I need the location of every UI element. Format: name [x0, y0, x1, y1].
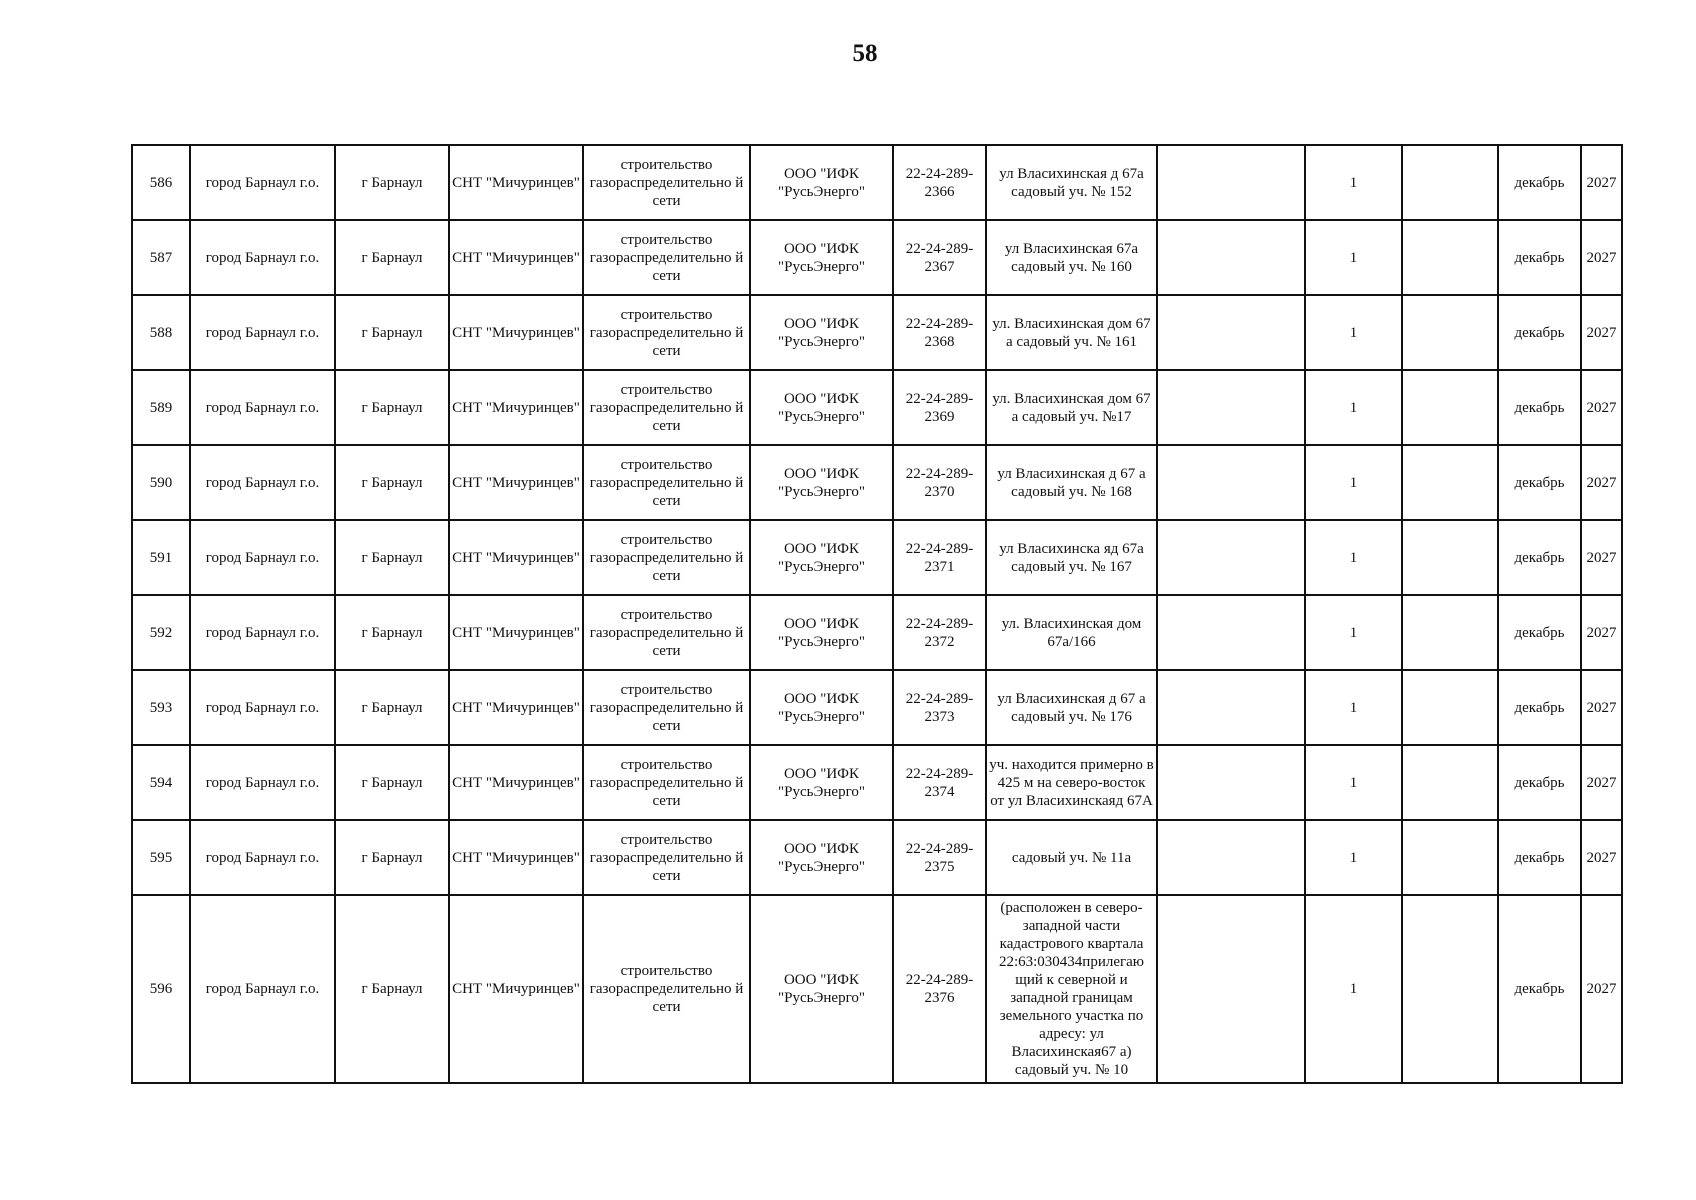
extra-cell: [1157, 445, 1305, 520]
month-cell: декабрь: [1498, 595, 1581, 670]
month-cell: декабрь: [1498, 670, 1581, 745]
municipality-cell: город Барнаул г.о.: [190, 445, 335, 520]
object-cell: СНТ "Мичуринцев": [449, 895, 583, 1083]
code-cell: 22-24-289-2367: [893, 220, 986, 295]
extra-cell: [1157, 370, 1305, 445]
row-number-cell: 586: [132, 145, 190, 220]
table-row: [132, 820, 1622, 895]
contractor-cell: ООО "ИФК "РусьЭнерго": [750, 295, 893, 370]
contractor-cell: ООО "ИФК "РусьЭнерго": [750, 895, 893, 1083]
row-number-cell: 592: [132, 595, 190, 670]
locality-cell: г Барнаул: [335, 445, 449, 520]
address-cell: садовый уч. № 11а: [986, 820, 1157, 895]
locality-cell: г Барнаул: [335, 895, 449, 1083]
blank-cell: [1402, 670, 1498, 745]
page-number: 58: [852, 40, 878, 67]
municipality-cell: город Барнаул г.о.: [190, 895, 335, 1083]
municipality-cell: город Барнаул г.о.: [190, 820, 335, 895]
address-cell: ул Власихинская д 67а садовый уч. № 152: [986, 145, 1157, 220]
extra-cell: [1157, 820, 1305, 895]
year-cell: 2027: [1581, 370, 1622, 445]
extra-cell: [1157, 220, 1305, 295]
object-cell: СНТ "Мичуринцев": [449, 745, 583, 820]
address-cell: ул Власихинска яд 67а садовый уч. № 167: [986, 520, 1157, 595]
blank-cell: [1402, 820, 1498, 895]
locality-cell: г Барнаул: [335, 295, 449, 370]
month-cell: декабрь: [1498, 895, 1581, 1083]
object-cell: СНТ "Мичуринцев": [449, 295, 583, 370]
table-row: [132, 370, 1622, 445]
code-cell: 22-24-289-2370: [893, 445, 986, 520]
year-cell: 2027: [1581, 670, 1622, 745]
object-cell: СНТ "Мичуринцев": [449, 670, 583, 745]
registry-rows: [132, 145, 1622, 1083]
locality-cell: г Барнаул: [335, 745, 449, 820]
year-cell: 2027: [1581, 145, 1622, 220]
quantity-cell: 1: [1305, 295, 1402, 370]
municipality-cell: город Барнаул г.о.: [190, 745, 335, 820]
row-number-cell: 589: [132, 370, 190, 445]
blank-cell: [1402, 445, 1498, 520]
code-cell: 22-24-289-2376: [893, 895, 986, 1083]
code-cell: 22-24-289-2372: [893, 595, 986, 670]
table-row: [132, 670, 1622, 745]
work-type-cell: строительство газораспределительно й сети: [583, 445, 750, 520]
month-cell: декабрь: [1498, 820, 1581, 895]
address-cell: ул Власихинская д 67 а садовый уч. № 176: [986, 670, 1157, 745]
year-cell: 2027: [1581, 220, 1622, 295]
object-cell: СНТ "Мичуринцев": [449, 520, 583, 595]
work-type-cell: строительство газораспределительно й сети: [583, 145, 750, 220]
municipality-cell: город Барнаул г.о.: [190, 520, 335, 595]
year-cell: 2027: [1581, 745, 1622, 820]
locality-cell: г Барнаул: [335, 670, 449, 745]
blank-cell: [1402, 370, 1498, 445]
extra-cell: [1157, 520, 1305, 595]
month-cell: декабрь: [1498, 745, 1581, 820]
blank-cell: [1402, 745, 1498, 820]
locality-cell: г Барнаул: [335, 370, 449, 445]
contractor-cell: ООО "ИФК "РусьЭнерго": [750, 595, 893, 670]
row-number-cell: 593: [132, 670, 190, 745]
municipality-cell: город Барнаул г.о.: [190, 595, 335, 670]
work-type-cell: строительство газораспределительно й сети: [583, 745, 750, 820]
quantity-cell: 1: [1305, 670, 1402, 745]
municipality-cell: город Барнаул г.о.: [190, 295, 335, 370]
object-cell: СНТ "Мичуринцев": [449, 445, 583, 520]
year-cell: 2027: [1581, 520, 1622, 595]
object-cell: СНТ "Мичуринцев": [449, 220, 583, 295]
extra-cell: [1157, 145, 1305, 220]
address-cell: ул Власихинская 67а садовый уч. № 160: [986, 220, 1157, 295]
address-cell: ул. Власихинская дом 67 а садовый уч. № 161: [986, 295, 1157, 370]
blank-cell: [1402, 520, 1498, 595]
municipality-cell: город Барнаул г.о.: [190, 370, 335, 445]
blank-cell: [1402, 595, 1498, 670]
extra-cell: [1157, 295, 1305, 370]
registry-table: [131, 144, 1623, 1084]
quantity-cell: 1: [1305, 745, 1402, 820]
table-row: [132, 145, 1622, 220]
month-cell: декабрь: [1498, 520, 1581, 595]
row-number-cell: 591: [132, 520, 190, 595]
contractor-cell: ООО "ИФК "РусьЭнерго": [750, 520, 893, 595]
row-number-cell: 595: [132, 820, 190, 895]
locality-cell: г Барнаул: [335, 820, 449, 895]
object-cell: СНТ "Мичуринцев": [449, 820, 583, 895]
month-cell: декабрь: [1498, 445, 1581, 520]
locality-cell: г Барнаул: [335, 520, 449, 595]
work-type-cell: строительство газораспределительно й сети: [583, 670, 750, 745]
work-type-cell: строительство газораспределительно й сети: [583, 595, 750, 670]
extra-cell: [1157, 895, 1305, 1083]
quantity-cell: 1: [1305, 895, 1402, 1083]
work-type-cell: строительство газораспределительно й сети: [583, 520, 750, 595]
address-cell: уч. находится примерно в 425 м на северо-восток от ул Власихинскаяд 67А: [986, 745, 1157, 820]
extra-cell: [1157, 595, 1305, 670]
row-number-cell: 594: [132, 745, 190, 820]
row-number-cell: 587: [132, 220, 190, 295]
quantity-cell: 1: [1305, 520, 1402, 595]
blank-cell: [1402, 145, 1498, 220]
code-cell: 22-24-289-2375: [893, 820, 986, 895]
contractor-cell: ООО "ИФК "РусьЭнерго": [750, 670, 893, 745]
address-cell: (расположен в северо-западной части кадастрового квартала 22:63:030434прилегаю щий к северной и западной границам земельного участка по адресу: ул Власихинская67 а) садовый уч. № 10: [986, 895, 1157, 1083]
year-cell: 2027: [1581, 595, 1622, 670]
object-cell: СНТ "Мичуринцев": [449, 370, 583, 445]
year-cell: 2027: [1581, 295, 1622, 370]
code-cell: 22-24-289-2371: [893, 520, 986, 595]
table-row: [132, 445, 1622, 520]
quantity-cell: 1: [1305, 445, 1402, 520]
table-row: [132, 220, 1622, 295]
municipality-cell: город Барнаул г.о.: [190, 145, 335, 220]
row-number-cell: 596: [132, 895, 190, 1083]
address-cell: ул Власихинская д 67 а садовый уч. № 168: [986, 445, 1157, 520]
year-cell: 2027: [1581, 895, 1622, 1083]
row-number-cell: 588: [132, 295, 190, 370]
work-type-cell: строительство газораспределительно й сети: [583, 295, 750, 370]
month-cell: декабрь: [1498, 295, 1581, 370]
table-row: [132, 745, 1622, 820]
locality-cell: г Барнаул: [335, 220, 449, 295]
quantity-cell: 1: [1305, 820, 1402, 895]
blank-cell: [1402, 295, 1498, 370]
work-type-cell: строительство газораспределительно й сети: [583, 370, 750, 445]
table-row: [132, 295, 1622, 370]
table-row: [132, 895, 1622, 1083]
contractor-cell: ООО "ИФК "РусьЭнерго": [750, 445, 893, 520]
contractor-cell: ООО "ИФК "РусьЭнерго": [750, 745, 893, 820]
month-cell: декабрь: [1498, 145, 1581, 220]
quantity-cell: 1: [1305, 370, 1402, 445]
code-cell: 22-24-289-2366: [893, 145, 986, 220]
month-cell: декабрь: [1498, 220, 1581, 295]
table-row: [132, 520, 1622, 595]
code-cell: 22-24-289-2369: [893, 370, 986, 445]
work-type-cell: строительство газораспределительно й сети: [583, 220, 750, 295]
year-cell: 2027: [1581, 820, 1622, 895]
table-row: [132, 595, 1622, 670]
extra-cell: [1157, 670, 1305, 745]
year-cell: 2027: [1581, 445, 1622, 520]
contractor-cell: ООО "ИФК "РусьЭнерго": [750, 220, 893, 295]
blank-cell: [1402, 220, 1498, 295]
month-cell: декабрь: [1498, 370, 1581, 445]
row-number-cell: 590: [132, 445, 190, 520]
object-cell: СНТ "Мичуринцев": [449, 145, 583, 220]
quantity-cell: 1: [1305, 220, 1402, 295]
code-cell: 22-24-289-2373: [893, 670, 986, 745]
code-cell: 22-24-289-2374: [893, 745, 986, 820]
locality-cell: г Барнаул: [335, 595, 449, 670]
locality-cell: г Барнаул: [335, 145, 449, 220]
contractor-cell: ООО "ИФК "РусьЭнерго": [750, 370, 893, 445]
blank-cell: [1402, 895, 1498, 1083]
quantity-cell: 1: [1305, 595, 1402, 670]
code-cell: 22-24-289-2368: [893, 295, 986, 370]
municipality-cell: город Барнаул г.о.: [190, 670, 335, 745]
work-type-cell: строительство газораспределительно й сети: [583, 820, 750, 895]
contractor-cell: ООО "ИФК "РусьЭнерго": [750, 820, 893, 895]
quantity-cell: 1: [1305, 145, 1402, 220]
address-cell: ул. Власихинская дом 67а/166: [986, 595, 1157, 670]
address-cell: ул. Власихинская дом 67 а садовый уч. №17: [986, 370, 1157, 445]
work-type-cell: строительство газораспределительно й сети: [583, 895, 750, 1083]
contractor-cell: ООО "ИФК "РусьЭнерго": [750, 145, 893, 220]
object-cell: СНТ "Мичуринцев": [449, 595, 583, 670]
extra-cell: [1157, 745, 1305, 820]
municipality-cell: город Барнаул г.о.: [190, 220, 335, 295]
